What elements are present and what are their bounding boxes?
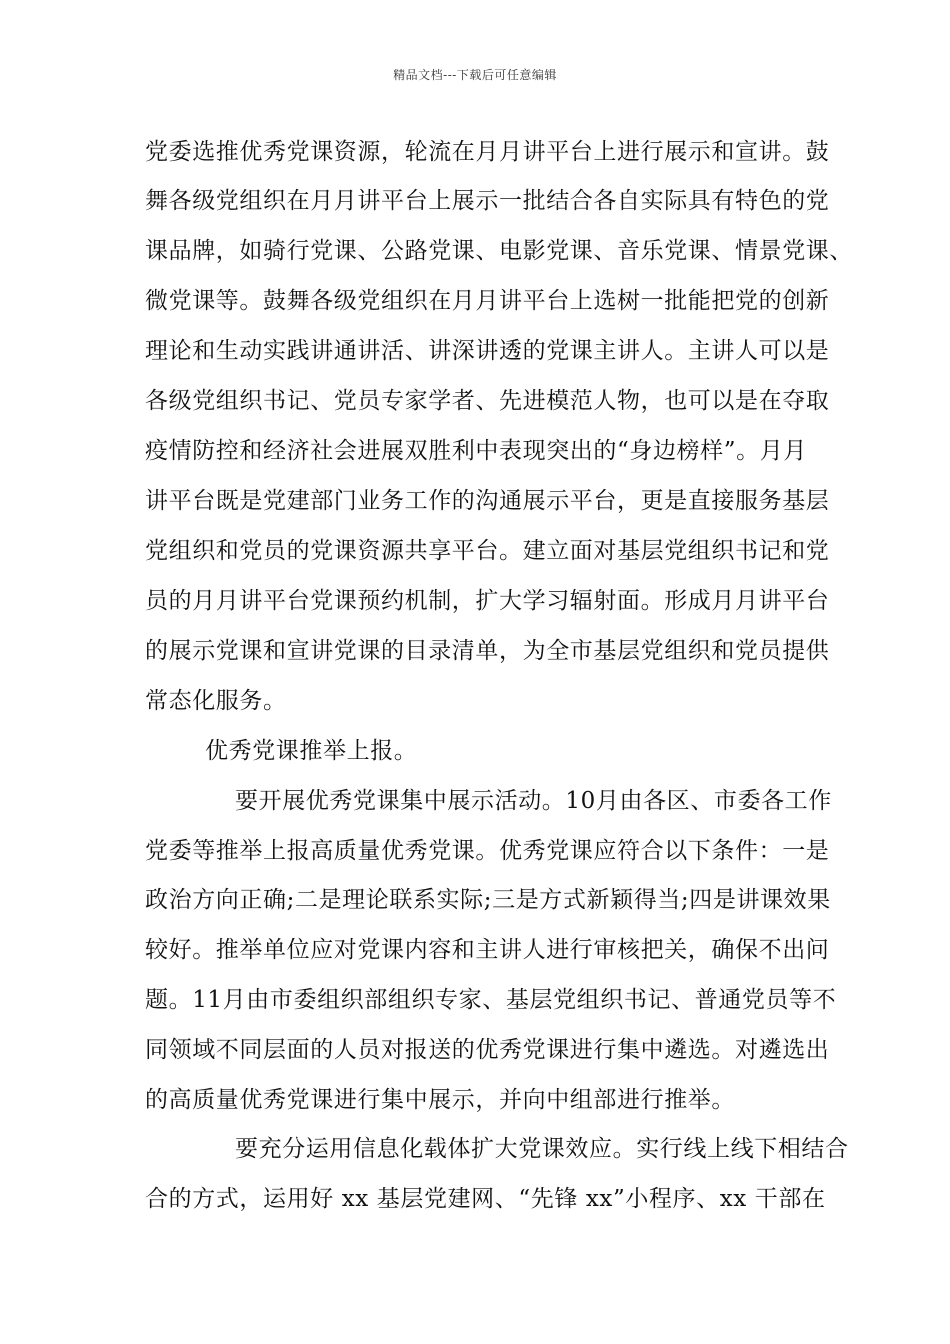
paragraph-line: 疫情防控和经济社会进展双胜利中表现突出的“身边榜样”。月月 [145, 438, 807, 464]
paragraph-line: 政治方向正确;二是理论联系实际;三是方式新颖得当;四是讲课效果 [145, 887, 831, 913]
paragraph-line: 同领域不同层面的人员对报送的优秀党课进行集中遴选。对遴选出 [145, 1037, 830, 1063]
paragraph-line: 微党课等。鼓舞各级党组织在月月讲平台上选树一批能把党的创新 [145, 288, 830, 314]
paragraph-line: 课品牌，如骑行党课、公路党课、电影党课、音乐党课、情景党课、 [145, 238, 853, 264]
paragraph-line: 的展示党课和宣讲党课的目录清单，为全市基层党组织和党员提供 [145, 638, 830, 664]
paragraph-line: 理论和生动实践讲通讲活、讲深讲透的党课主讲人。主讲人可以是 [145, 338, 830, 364]
paragraph-line: 题。11月由市委组织部组织专家、基层党组织书记、普通党员等不 [145, 987, 837, 1013]
paragraph-line: 党委选推优秀党课资源，轮流在月月讲平台上进行展示和宣讲。鼓 [145, 139, 830, 165]
paragraph-line: 舞各级党组织在月月讲平台上展示一批结合各自实际具有特色的党 [145, 188, 830, 214]
paragraph-line: 较好。推举单位应对党课内容和主讲人进行审核把关，确保不出问 [145, 937, 830, 963]
paragraph-line: 各级党组织书记、党员专家学者、先进模范人物，也可以是在夺取 [145, 388, 830, 414]
section-heading: 优秀党课推举上报。 [205, 738, 418, 764]
paragraph-line: 党组织和党员的党课资源共享平台。建立面对基层党组织书记和党 [145, 538, 830, 564]
paragraph-line: 讲平台既是党建部门业务工作的沟通展示平台，更是直接服务基层 [145, 488, 830, 514]
paragraph-line: 员的月月讲平台党课预约机制，扩大学习辐射面。形成月月讲平台 [145, 588, 830, 614]
paragraph-line: 要开展优秀党课集中展示活动。10月由各区、市委各工作 [235, 788, 832, 814]
paragraph-line: 常态化服务。 [145, 688, 287, 714]
paragraph-line: 的高质量优秀党课进行集中展示，并向中组部进行推举。 [145, 1087, 735, 1113]
paragraph-line: 党委等推举上报高质量优秀党课。优秀党课应符合以下条件：一是 [145, 838, 830, 864]
paragraph-line: 合的方式，运用好 xx 基层党建网、“先锋 xx”小程序、xx 干部在 [145, 1186, 826, 1212]
paragraph-line: 要充分运用信息化载体扩大党课效应。实行线上线下相结合 [235, 1136, 849, 1162]
page-header: 精品文档---下载后可任意编辑 [393, 68, 557, 82]
